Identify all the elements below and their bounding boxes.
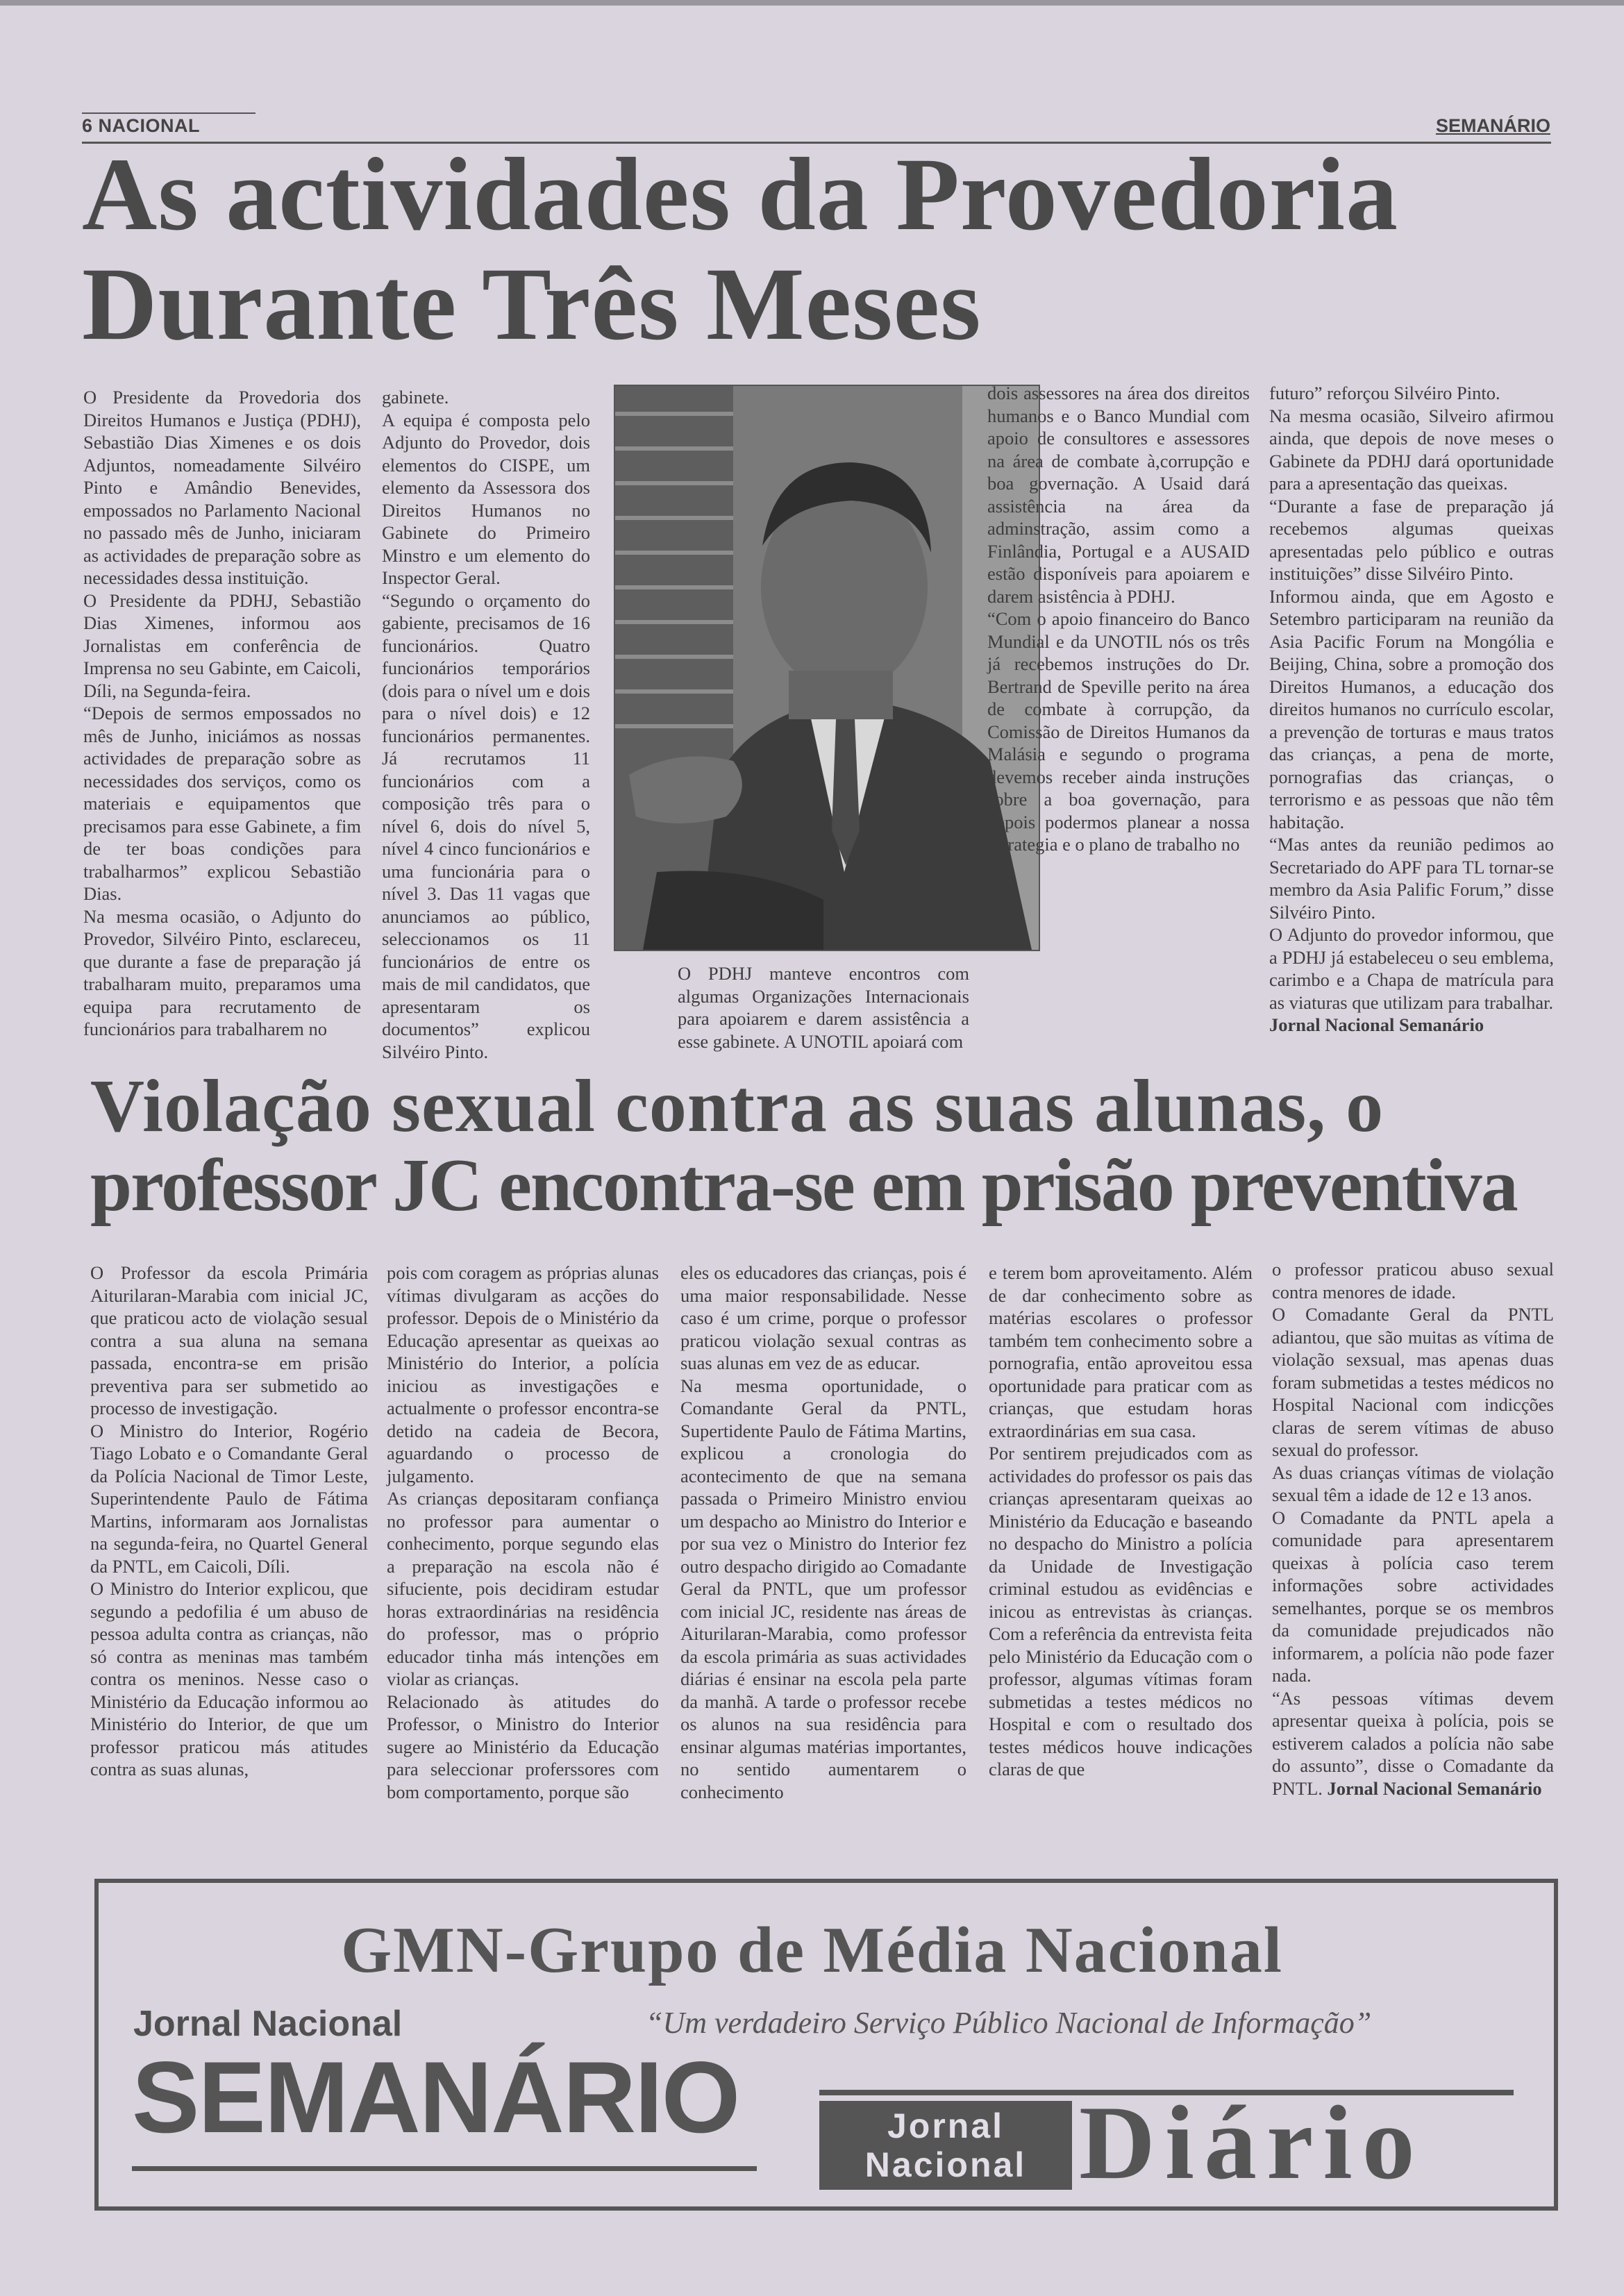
section-label: 6 NACIONAL bbox=[82, 115, 201, 136]
jornal-nacional-logo-box bbox=[819, 2101, 1072, 2190]
publication-name: SEMANÁRIO bbox=[1435, 115, 1550, 136]
paragraph: “Durante a fase de preparação já recebemos algumas queixas apresentadas pelo público e outras instituições” disse Silvéiro Pinto. bbox=[1269, 495, 1554, 584]
article2-headline-line2: professor JC encontra-se em prisão preventiva bbox=[90, 1144, 1517, 1227]
paragraph: Informou ainda, que em Agosto e Setembro participaram na reunião da Asia Pacific Forum na Mongólia e Beijing, China, sobre a promoção dos Direitos Humanos, a educação dos direitos humanos no currículo escolar, a prevenção de torturas e maus tratos das crianças, a pena de morte, pornografias das crianças, o terrorismo e as pessoas que não têm habitação. bbox=[1269, 585, 1554, 832]
paragraph: O Adjunto do provedor informou, que a PDHJ já estabeleceu o seu emblema, carimbo e a Chapa de matrícula para as viaturas que utilizam para trabalhar. bbox=[1269, 924, 1554, 1013]
paragraph: Na mesma ocasião, Silveiro afirmou ainda, que depois de nove meses o Gabinete da PDHJ dará oportunidade para a apresentação das queixas. bbox=[1269, 405, 1554, 494]
paragraph: A equipa é composta pelo Adjunto do Provedor, dois elementos do CISPE, um elemento da Assessora dos Direitos Humanos no Gabinete do Primeiro Minstro e um elemento do Inspector Geral. bbox=[382, 409, 590, 588]
paragraph: dois assessores na área dos direitos humanos e o Banco Mundial com apoio de consultores e assessores na área de combate à,corrupção e boa governação. A Usaid dará assistência na área da adminstração, assim como a Finlândia, Portugal e a AUSAID estão disponíveis para apoiarem e darem asistência à PDHJ. bbox=[987, 383, 1250, 607]
paragraph-text: “As pessoas vítimas devem apresentar queixa à polícia, pois se estiverem calados a polícia não sabe do assunto”, disse o Comadante da PNTL. bbox=[1272, 1687, 1554, 1799]
paragraph: O Presidente da PDHJ, Sebastião Dias Ximenes, informou aos Jornalistas em conferência de Imprensa no seu Gabinte, em Caicoli, Díli, na Segunda-feira. bbox=[83, 589, 361, 701]
article2-column-3 bbox=[680, 1262, 966, 1803]
portrait-image bbox=[615, 386, 1039, 950]
paragraph: “Mas antes da reunião pedimos ao Secretariado do APF para TL tornar-se membro da Asia Palific Forum,” disse Silvéiro Pinto. bbox=[1269, 834, 1554, 923]
article1-column-4 bbox=[987, 382, 1250, 856]
page-top-edge bbox=[0, 0, 1624, 6]
paragraph: Por sentirem prejudicados com as actividades do professor os pais das crianças apresentaram queixas ao Ministério da Educação e baseando no despacho do Ministro a polícia da Unidade de Investigação criminal estudou as evidências e inicou as entrevistas às crianças. Com a referência da entrevista feita pelo Ministério da Educação com o professor, algumas vítimas foram submetidas a testes médicos no Hospital e com o resultado dos testes médicos houve indicações claras de que bbox=[989, 1443, 1253, 1779]
paragraph: pois com coragem as próprias alunas vítimas divulgaram as acções do professor. Depois de o Ministério da Educação apresentar as queixas ao Ministério do Interior, a polícia iniciou as investigações e actualmente o professor encontra-se detido na cadeia de Becora, aguardando o processo de julgamento. bbox=[387, 1262, 659, 1486]
paragraph: “Segundo o orçamento do gabiente, precisamos de 16 funcionários. Quatro funcionários temporários (dois para o nível um e dois para o nível dois) e 12 funcionários permanentes. Já recrutamos 11 funcionários com a composição três para o nível 6, dois do nível 5, nível 4 cinco funcionários e uma funcionária para o nível 3. Das 11 vagas que anunciamos ao público, seleccionamos os 11 funcionários de entre os mais de mil candidatos, que apresentaram os documentos” explicou Silvéiro Pinto. bbox=[382, 589, 590, 1062]
semanario-logo: SEMANÁRIO bbox=[132, 2041, 739, 2154]
article1-column-3-text: O PDHJ manteve encontros com algumas Organizações Internacionais para apoiarem e darem assistência a esse gabinete. A UNOTIL apoiará com bbox=[678, 963, 969, 1052]
paragraph: Relacionado às atitudes do Professor, o Ministro do Interior sugere ao Ministério da Educação para seleccionar proferssores com bom comportamento, porque são bbox=[387, 1691, 659, 1802]
paragraph: “Depois de sermos empossados no mês de Junho, iniciámos as nossas actividades de preparação sobre as necessidades dos serviços, como os materiais e equipamentos que precisamos para esse Gabinete, a fim de ter boas condições para trabalharmos” explicou Sebastião Dias. bbox=[83, 703, 361, 904]
paragraph: O Ministro do Interior explicou, que segundo a pedofilia é um abuso de pessoa adulta contra as crianças, não só contra as meninas mas também contra os meninos. Nesse caso o Ministério da Educação informou ao Ministério do Interior, de que um professor praticou más atitudes contra as suas alunas, bbox=[90, 1578, 368, 1779]
paragraph: e terem bom aproveitamento. Além de dar conhecimento sobre as matérias escolares o professor também tem conhecimento sobre a pornografia, então aproveitou essa oportunidade para praticar com as crianças, que estudam horas extraordinárias em sua casa. bbox=[989, 1262, 1253, 1441]
diario-logo: Diário bbox=[1079, 2084, 1425, 2201]
article1-photo-caption-column bbox=[678, 962, 969, 1053]
byline-signature: Jornal Nacional Semanário bbox=[1269, 1014, 1484, 1035]
article2-column-4 bbox=[989, 1262, 1253, 1781]
section-label-rule bbox=[82, 112, 256, 114]
logo-box-line1: Jornal bbox=[887, 2106, 1005, 2145]
article1-headline bbox=[82, 137, 1561, 362]
paragraph: futuro” reforçou Silvéiro Pinto. bbox=[1269, 383, 1500, 403]
article1-column-5 bbox=[1269, 382, 1554, 1037]
article2-headline-line1: Violação sexual contra as suas alunas, o bbox=[90, 1065, 1384, 1148]
paragraph: O Professor da escola Primária Aiturilaran-Marabia com inicial JC, que praticou acto de violação sesual contra a sua aluna na semana passada, encontra-se em prisão preventiva para ser submetido ao processo de investigação. bbox=[90, 1262, 368, 1418]
byline-signature: Jornal Nacional Semanário bbox=[1327, 1777, 1542, 1799]
article2-headline bbox=[90, 1065, 1569, 1227]
paragraph: o professor praticou abuso sexual contra menores de idade. bbox=[1272, 1259, 1554, 1302]
article2-column-5 bbox=[1272, 1258, 1554, 1800]
advert-title: GMN-Grupo de Média Nacional bbox=[341, 1914, 1283, 1986]
paragraph: gabinete. bbox=[382, 387, 449, 408]
article2-column-2 bbox=[387, 1262, 659, 1803]
article1-headline-line2: Durante Três Meses bbox=[82, 246, 982, 362]
paragraph: Na mesma oportunidade, o Comandante Geral da PNTL, Supertidente Paulo de Fátima Martins, explicou a cronologia do acontecimento de que na semana passada o Primeiro Ministro enviou um despacho ao Ministro do Interior e por sua vez o Ministro do Interior fez outro despacho dirigido ao Comadante Geral da PNTL, que um professor com inicial JC, residente nas áreas de Aiturilaran-Marabia, como professor da escola primária as suas actividades diárias é ensinar na escola pela parte da manhã. A tarde o professor recebe os alunos na sua residência para ensinar algumas matérias importantes, no sentido aumentarem o conhecimento bbox=[680, 1375, 966, 1802]
paragraph: Na mesma ocasião, o Adjunto do Provedor, Silvéiro Pinto, esclareceu, que durante a fase de preparação já trabalharam muito, preparamos uma equipa para recrutamento de funcionários para trabalharem no bbox=[83, 905, 361, 1039]
paragraph bbox=[1272, 1687, 1554, 1800]
article1-photo bbox=[614, 385, 1040, 951]
paragraph: O Presidente da Provedoria dos Direitos Humanos e Justiça (PDHJ), Sebastião Dias Ximenes e os dois Adjuntos, nomeadamente Silvéiro Pinto e Amândio Benevides, empossados no Parlamento Nacional no passado mês de Junho, iniciaram as actividades de preparação sobre as necessidades dessa instituição. bbox=[83, 387, 361, 588]
article1-headline-line1: As actividades da Provedoria bbox=[82, 137, 1399, 252]
article1-column-1 bbox=[83, 386, 361, 1041]
logo-box-line2: Nacional bbox=[864, 2145, 1027, 2184]
paragraph: O Ministro do Interior, Rogério Tiago Lobato e o Comandante Geral da Polícia Nacional de Timor Leste, Superintendente Paulo de Fátima Martins, informaram aos Jornalistas na segunda-feira, no Quartel General da PNTL, em Caicoli, Díli. bbox=[90, 1420, 368, 1577]
article2-column-1 bbox=[90, 1262, 368, 1781]
paragraph: O Comadante da PNTL apela a comunidade para apresentarem queixas à polícia caso terem informações sobre actividades semelhantes, porque se os membros da comunidade prejudicados não informarem, a polícia não pode fazer nada. bbox=[1272, 1507, 1554, 1686]
semanario-logo-underline bbox=[132, 2166, 757, 2171]
paragraph: eles os educadores das crianças, pois é uma maior responsabilidade. Nesse caso é um crime, porque o professor praticou violação sexual contras as suas alunas em vez de as educar. bbox=[680, 1262, 966, 1373]
article1-column-2 bbox=[382, 386, 590, 1063]
advert-slogan: “Um verdadeiro Serviço Público Nacional de Informação” bbox=[646, 2006, 1372, 2040]
advert-jornal-nacional: Jornal Nacional bbox=[133, 2004, 403, 2044]
paragraph: O Comadante Geral da PNTL adiantou, que são muitas as vítima de violação sexsual, mas apenas duas foram submetidas a testes médicos no Hospital Nacional com indicções claras de serem vítimas de abuso sexual do professor. bbox=[1272, 1304, 1554, 1460]
paragraph: As duas crianças vítimas de violação sexual têm a idade de 12 e 13 anos. bbox=[1272, 1461, 1554, 1505]
paragraph: “Com o apoio financeiro do Banco Mundial e da UNOTIL nós os três já recebemos instruções do Dr. Bertrand de Speville perito na área de combate à corrupção, da Comissão de Direitos Humanos da Malásia e segundo o programa devemos receber ainda instruções sobre a boa governação, para depois podermos planear a nossa estrategia e o plano de trabalho no bbox=[987, 608, 1250, 855]
paragraph: As crianças depositaram confiança no professor para aumentar o conhecimento, porque segundo elas a preparação na escola não é sifuciente, pois decidiram estudar horas extraordinárias na residência do professor, mas o próprio educador tinha más intenções em violar as crianças. bbox=[387, 1488, 659, 1689]
